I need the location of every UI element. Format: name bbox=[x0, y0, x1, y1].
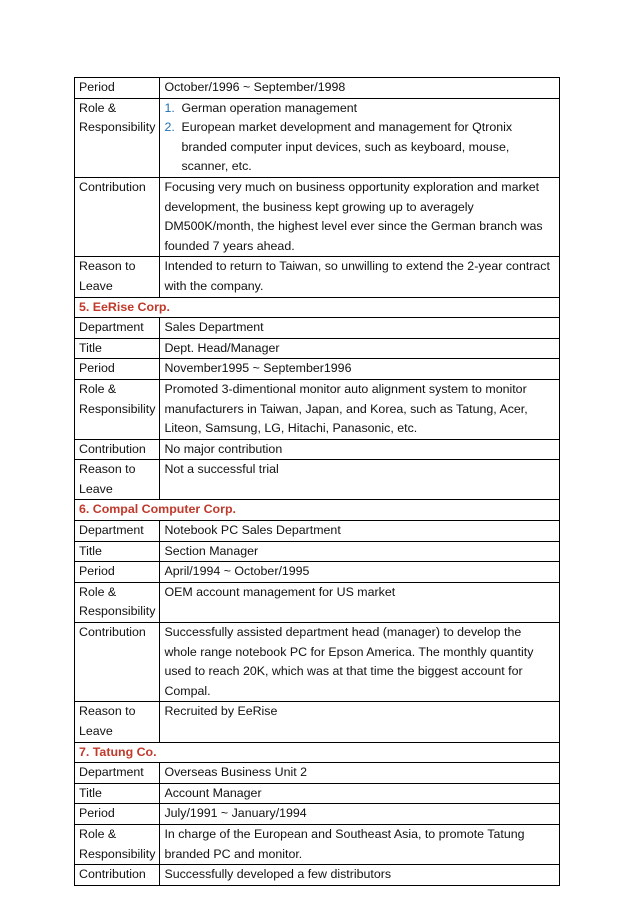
table-row bbox=[75, 460, 560, 500]
reason-value: Intended to return to Taiwan, so unwilling to extend the 2-year contract with the company. bbox=[160, 257, 560, 297]
period-value: April/1994 ~ October/1995 bbox=[160, 562, 560, 583]
reason-label: Reason to Leave bbox=[75, 460, 160, 500]
department-label: Department bbox=[75, 763, 160, 784]
period-value: October/1996 ~ September/1998 bbox=[160, 78, 560, 99]
period-value: November1995 ~ September1996 bbox=[160, 359, 560, 380]
experience-table bbox=[74, 77, 560, 886]
list-number: 2. bbox=[164, 120, 175, 135]
table-row bbox=[75, 804, 560, 825]
period-label: Period bbox=[75, 78, 160, 99]
table-row bbox=[75, 763, 560, 784]
table-row bbox=[75, 562, 560, 583]
role-value: Promoted 3-dimentional monitor auto alignment system to monitor manufacturers in Taiwan, Japan, and Korea, such as Tatung, Acer, Liteon, Samsung, LG, Hitachi, Panasonic, etc. bbox=[160, 379, 560, 439]
title-value: Account Manager bbox=[160, 783, 560, 804]
table-row bbox=[75, 78, 560, 99]
contribution-value: No major contribution bbox=[160, 439, 560, 460]
department-value: Notebook PC Sales Department bbox=[160, 521, 560, 542]
contribution-label: Contribution bbox=[75, 623, 160, 702]
role-label: Role & Responsibility bbox=[75, 824, 160, 864]
period-label: Period bbox=[75, 804, 160, 825]
period-label: Period bbox=[75, 562, 160, 583]
department-value: Overseas Business Unit 2 bbox=[160, 763, 560, 784]
section-heading-eerise: 5. EeRise Corp. bbox=[75, 297, 560, 318]
role-label: Role & Responsibility bbox=[75, 582, 160, 622]
table-row bbox=[75, 257, 560, 297]
table-row bbox=[75, 359, 560, 380]
reason-label: Reason to Leave bbox=[75, 257, 160, 297]
role-value: OEM account management for US market bbox=[160, 582, 560, 622]
table-row bbox=[75, 702, 560, 742]
table-row bbox=[75, 439, 560, 460]
contribution-value: Successfully developed a few distributors bbox=[160, 865, 560, 886]
table-row bbox=[75, 582, 560, 622]
period-label: Period bbox=[75, 359, 160, 380]
contribution-label: Contribution bbox=[75, 177, 160, 256]
list-number: 1. bbox=[164, 100, 175, 115]
contribution-label: Contribution bbox=[75, 865, 160, 886]
table-row bbox=[75, 824, 560, 864]
title-label: Title bbox=[75, 338, 160, 359]
title-label: Title bbox=[75, 783, 160, 804]
reason-label: Reason to Leave bbox=[75, 702, 160, 742]
contribution-label: Contribution bbox=[75, 439, 160, 460]
contribution-value: Focusing very much on business opportunity exploration and market development, the business kept growing up to averagely DM500K/month, the highest level ever since the German branch was founded 7 years ahead. bbox=[160, 177, 560, 256]
section-heading-compal: 6. Compal Computer Corp. bbox=[75, 500, 560, 521]
role-value: In charge of the European and Southeast Asia, to promote Tatung branded PC and monitor. bbox=[160, 824, 560, 864]
table-row bbox=[75, 177, 560, 256]
table-row bbox=[75, 521, 560, 542]
period-value: July/1991 ~ January/1994 bbox=[160, 804, 560, 825]
title-value: Section Manager bbox=[160, 541, 560, 562]
section-row bbox=[75, 500, 560, 521]
table-row bbox=[75, 865, 560, 886]
table-row bbox=[75, 623, 560, 702]
table-row bbox=[75, 98, 560, 177]
table-row bbox=[75, 783, 560, 804]
section-row bbox=[75, 742, 560, 763]
table-row bbox=[75, 318, 560, 339]
table-row bbox=[75, 541, 560, 562]
reason-value: Recruited by EeRise bbox=[160, 702, 560, 742]
table-row bbox=[75, 379, 560, 439]
department-value: Sales Department bbox=[160, 318, 560, 339]
department-label: Department bbox=[75, 521, 160, 542]
table-row bbox=[75, 338, 560, 359]
role-list bbox=[160, 98, 560, 177]
department-label: Department bbox=[75, 318, 160, 339]
reason-value: Not a successful trial bbox=[160, 460, 560, 500]
section-row bbox=[75, 297, 560, 318]
contribution-value: Successfully assisted department head (manager) to develop the whole range notebook PC for Epson America. The monthly quantity used to reach 20K, which was at that time the biggest account for Compal. bbox=[160, 623, 560, 702]
title-label: Title bbox=[75, 541, 160, 562]
role-label: Role & Responsibility bbox=[75, 98, 160, 177]
title-value: Dept. Head/Manager bbox=[160, 338, 560, 359]
role-label: Role & Responsibility bbox=[75, 379, 160, 439]
section-heading-tatung: 7. Tatung Co. bbox=[75, 742, 560, 763]
list-item: 2. European market development and management for Qtronix branded computer input devices, such as keyboard, mouse, scanner, etc. bbox=[164, 120, 513, 174]
list-item: 1. German operation management bbox=[164, 99, 555, 119]
